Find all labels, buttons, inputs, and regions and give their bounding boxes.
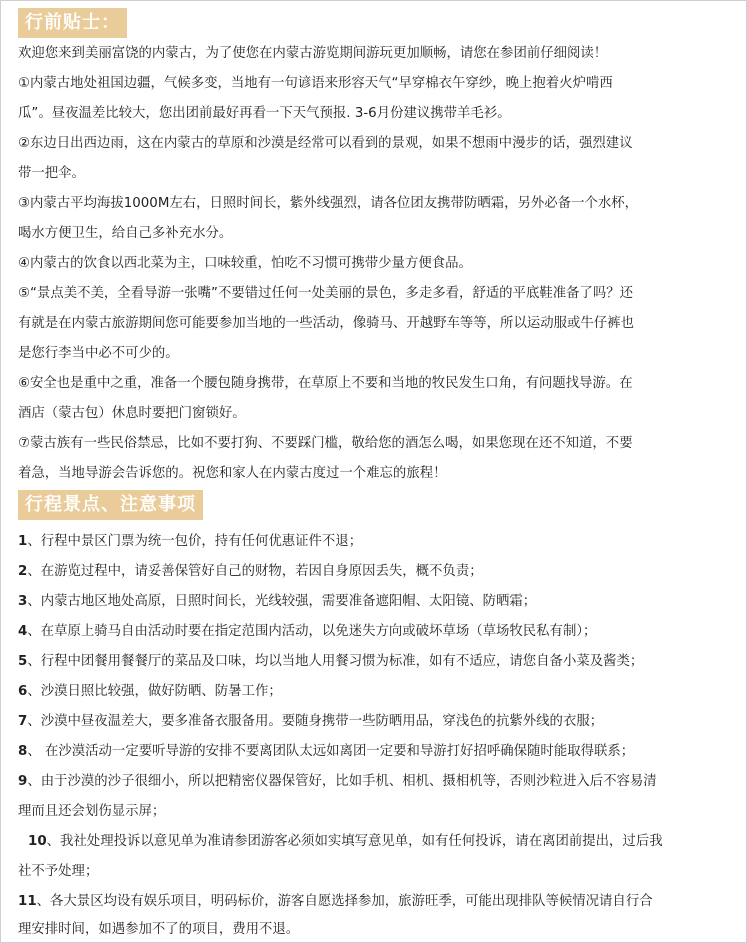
tips-heading: 行前贴士： [18,8,127,38]
note-text: 、各大景区均设有娱乐项目，明码标价，游客自愿选择参加，旅游旺季，可能出现排队等候情况请自行合 [36,894,653,909]
tip-2-line-2: 带一把伞。 [18,166,85,181]
tip-1-line-2: 瓜”。昼夜温差比较大，您出团前最好再看一下天气预报. 3-6月份建议携带羊毛衫。 [18,106,511,121]
tip-5-line-2: 有就是在内蒙古旅游期间您可能要参加当地的一些活动，像骑马、开越野车等等，所以运动服或牛仔裤也 [18,316,634,331]
note-number: 1 [18,534,28,549]
notes-heading: 行程景点、注意事项 [18,490,203,520]
note-item-11 [18,893,739,911]
note-item-8 [18,743,739,761]
note-text: 、 在沙漠活动一定要听导游的安排不要离团队太远如离团一定要和导游打好招呼确保随时能取得联系； [27,744,635,759]
note-item-2 [18,563,739,581]
tip-3-line-2: 喝水方便卫生，给自己多补充水分。 [18,226,233,241]
note-number: 2 [18,564,28,579]
note-text: 、在草原上骑马自由活动时要在指定范围内活动，以免迷失方向或破坏草场（草场牧民私有制）； [27,624,597,639]
note-text: 、沙漠中昼夜温差大，要多准备衣服备用。要随身携带一些防晒用品，穿浅色的抗紫外线的衣服； [27,714,604,729]
note-text: 、由于沙漠的沙子很细小，所以把精密仪器保管好，比如手机、相机、摄相机等，否则沙粒进入后不容易清 [27,774,657,789]
note-number: 5 [18,654,28,669]
tip-5-line-3: 是您行李当中必不可少的。 [18,346,179,361]
note-item-3 [18,593,739,611]
note-text: 、在游览过程中，请妥善保管好自己的财物，若因自身原因丢失，概不负责； [27,564,483,579]
note-text: 、行程中景区门票为统一包价，持有任何优惠证件不退； [27,534,363,549]
note-text: 社不予处理； [18,864,99,879]
tip-4-line-1: ④内蒙古的饮食以西北菜为主，口味较重，怕吃不习惯可携带少量方便食品。 [18,256,472,271]
note-item-11-cont [18,921,739,939]
tip-6-line-2: 酒店（蒙古包）休息时要把门窗锁好。 [18,406,246,421]
tip-7-line-2: 着急，当地导游会告诉您的。祝您和家人在内蒙古度过一个难忘的旅程！ [18,466,447,481]
note-item-9 [18,773,739,791]
tip-7-line-1: ⑦蒙古族有一些民俗禁忌，比如不要打狗、不要踩门槛，敬给您的酒怎么喝，如果您现在还不知道，不要 [18,436,633,451]
note-number: 11 [18,894,37,909]
note-text: 理安排时间，如遇参加不了的项目，费用不退。 [18,922,300,937]
note-item-6 [18,683,739,701]
note-number: 7 [18,714,28,729]
note-item-10 [28,833,739,851]
tip-3-line-1: ③内蒙古平均海拔1000M左右，日照时间长，紫外线强烈，请各位团友携带防晒霜，另外必备一个水杯， [18,196,639,211]
note-item-10-cont [18,863,739,881]
note-text: 、内蒙古地区地处高原，日照时间长，光线较强，需要准备遮阳帽、太阳镜、防晒霜； [27,594,537,609]
tips-intro: 欢迎您来到美丽富饶的内蒙古，为了使您在内蒙古游览期间游玩更加顺畅，请您在参团前仔细阅读！ [18,46,608,61]
note-number: 6 [18,684,28,699]
note-number: 8 [18,744,28,759]
note-text: 、我社处理投诉以意见单为准请参团游客必须如实填写意见单，如有任何投诉，请在离团前提出，过后我 [46,834,663,849]
note-item-9-cont [18,803,739,821]
note-number: 10 [28,834,47,849]
note-number: 3 [18,594,28,609]
note-text: 、沙漠日照比较强，做好防晒、防暑工作； [27,684,282,699]
tip-1-line-1: ①内蒙古地处祖国边疆，气候多变，当地有一句谚语来形容天气“早穿棉衣午穿纱，晚上抱着火炉啃西 [18,76,613,91]
tip-5-line-1: ⑤“景点美不美，全看导游一张嘴”不要错过任何一处美丽的景色，多走多看，舒适的平底鞋准备了吗？还 [18,286,634,301]
note-number: 9 [18,774,28,789]
tip-2-line-1: ②东边日出西边雨，这在内蒙古的草原和沙漠是经常可以看到的景观，如果不想雨中漫步的话，强烈建议 [18,136,633,151]
note-item-4 [18,623,739,641]
note-text: 理而且还会划伤显示屏； [18,804,166,819]
note-item-1 [18,533,739,551]
note-text: 、行程中团餐用餐餐厅的菜品及口味，均以当地人用餐习惯为标准，如有不适应，请您自备小菜及酱类； [27,654,644,669]
tip-6-line-1: ⑥安全也是重中之重，准备一个腰包随身携带，在草原上不要和当地的牧民发生口角，有问题找导游。在 [18,376,633,391]
note-item-7 [18,713,739,731]
note-item-5 [18,653,739,671]
note-number: 4 [18,624,28,639]
